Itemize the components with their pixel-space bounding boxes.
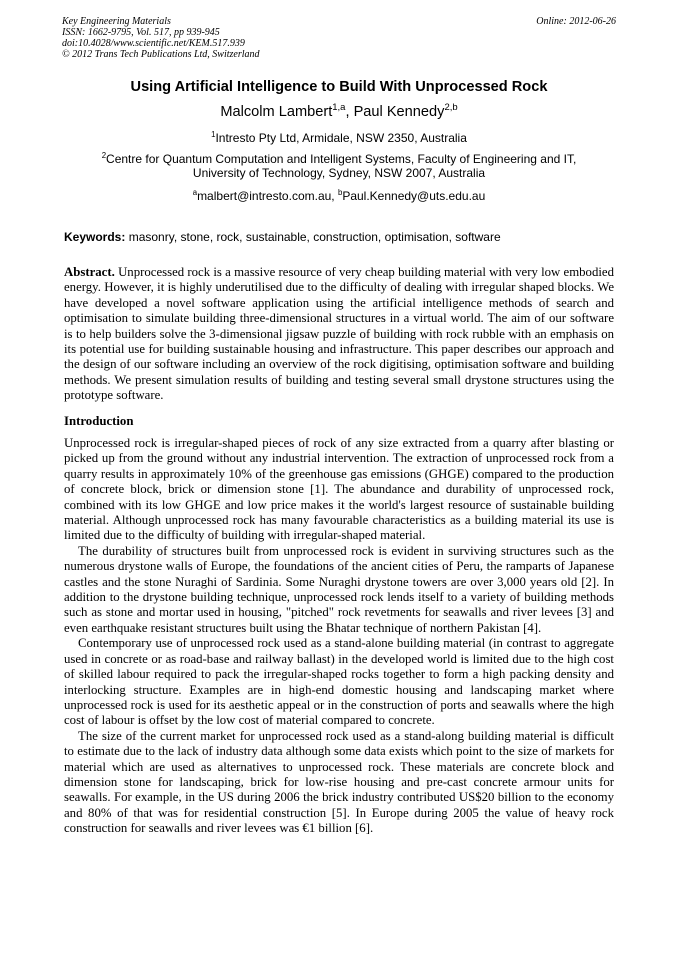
keywords-text: masonry, stone, rock, sustainable, construction, optimisation, software: [125, 230, 501, 244]
journal-issn: ISSN: 1662-9795, Vol. 517, pp 939-945: [62, 27, 220, 38]
affiliation-2-line1: Centre for Quantum Computation and Intelligent Systems, Faculty of Engineering and IT,: [106, 152, 577, 166]
keywords-label: Keywords:: [64, 230, 126, 244]
author-separator: ,: [345, 104, 354, 120]
journal-name: Key Engineering Materials: [62, 16, 171, 27]
journal-doi: doi:10.4028/www.scientific.net/KEM.517.939: [62, 38, 245, 49]
affiliation-2: [0, 152, 678, 166]
section-heading-introduction: Introduction: [64, 414, 134, 428]
authors: [0, 104, 678, 120]
online-date: Online: 2012-06-26: [536, 16, 616, 27]
journal-header: [62, 16, 260, 60]
email-a: malbert@intresto.com.au,: [197, 189, 338, 203]
emails: [0, 189, 678, 203]
intro-paragraph-1: Unprocessed rock is irregular-shaped pieces of rock of any size extracted from a quarry after blasting or picked up from the ground without any industrial intervention. The extraction of unprocessed rock from a quarry results in approximately 10% of the greenhouse gas emissions (GHGE) compared to the production of concrete block, brick or dimension stone [1]. The abundance and durability of unprocessed rock, combined with its low GHGE and low price makes it the world's largest resource of sustainable building material. Although unprocessed rock has many favourable characteristics as a building material its use is limited due to the difficulty of building with irregular-shaped material.: [64, 436, 614, 543]
affiliation-1: [0, 131, 678, 145]
author-1: Malcolm Lambert: [220, 104, 333, 120]
affiliation-1-sup: 1: [211, 130, 216, 139]
email-b: Paul.Kennedy@uts.edu.au: [342, 189, 486, 203]
journal-copyright: © 2012 Trans Tech Publications Ltd, Switzerland: [62, 49, 260, 60]
introduction-body: [64, 436, 614, 837]
author-1-sup: 1,a: [332, 102, 346, 114]
intro-paragraph-2: The durability of structures built from unprocessed rock is evident in surviving structures such as the numerous drystone walls of Europe, the foundations of the ancient cities of Peru, the ramparts of Japanese castles and the stone Nuraghi of Sardinia. Some Nuraghi drystone towers are over 3,000 years old [2]. In addition to the drystone building technique, unprocessed rock lends itself to a variety of building methods such as stone and mortar used in housing, "pitched" rock revetments for seawalls and river levees [3] and even earthquake resistant structures built using the Bhatar technique of northern Pakistan [4].: [64, 543, 614, 635]
author-2: Paul Kennedy: [353, 104, 445, 120]
author-2-sup: 2,b: [444, 102, 458, 114]
abstract-label: Abstract.: [64, 265, 115, 279]
keywords: [64, 230, 501, 244]
affiliation-2-sup: 2: [101, 151, 107, 160]
affiliation-2-line2: University of Technology, Sydney, NSW 2007, Australia: [192, 166, 486, 180]
email-b-sup: b: [337, 188, 343, 197]
email-a-sup: a: [192, 188, 198, 197]
affiliation-1-text: Intresto Pty Ltd, Armidale, NSW 2350, Australia: [215, 131, 467, 145]
intro-paragraph-4: The size of the current market for unprocessed rock used as a stand-along building material is difficult to estimate due to the lack of industry data although some data exists which point to the size of markets for material which are used as alternatives to unprocessed rock. These materials are concrete block and dimension stone for landscaping, brick for low-rise housing and pre-cast concrete armour units for seawalls. For example, in the US during 2006 the brick industry contributed US$20 billion to the economy and 80% of that was for residential construction [5]. In Europe during 2005 the value of heavy rock construction for seawalls and river levees was €1 billion [6].: [64, 728, 614, 836]
abstract: [64, 265, 614, 404]
paper-title: Using Artificial Intelligence to Build With Unprocessed Rock: [130, 79, 548, 95]
intro-paragraph-3: Contemporary use of unprocessed rock used as a stand-alone building material (in contrast to aggregate used in concrete or as road-base and railway ballast) in the developed world is limited due to the high cost of skilled labour required to pack the irregular-shaped rocks together to form a high packing density and interlocking structure. Examples are in high-end domestic housing and landscaping market where unprocessed rock is used for its aesthetic appeal or in the construction of ports and seawalls where the high cost of labour is offset by the low cost of material compared to concrete.: [64, 636, 614, 728]
abstract-text: Unprocessed rock is a massive resource of very cheap building material with very low embodied energy. However, it is highly underutilised due to the difficulty of dealing with irregular shaped blocks. We have developed a novel software application using the artificial intelligence methods of search and optimisation to simulate building three-dimensional structures in a virtual world. The aim of our software is to help builders solve the 3-dimensional jigsaw puzzle of building with rock rubble with an emphasis on its potential use for building sustainable housing and infrastructure. This paper describes our approach and the design of our software including an overview of the rock digitising, optimisation software and building methods. We present simulation results of building and testing several small drystone structures using the prototype software.: [64, 265, 614, 403]
